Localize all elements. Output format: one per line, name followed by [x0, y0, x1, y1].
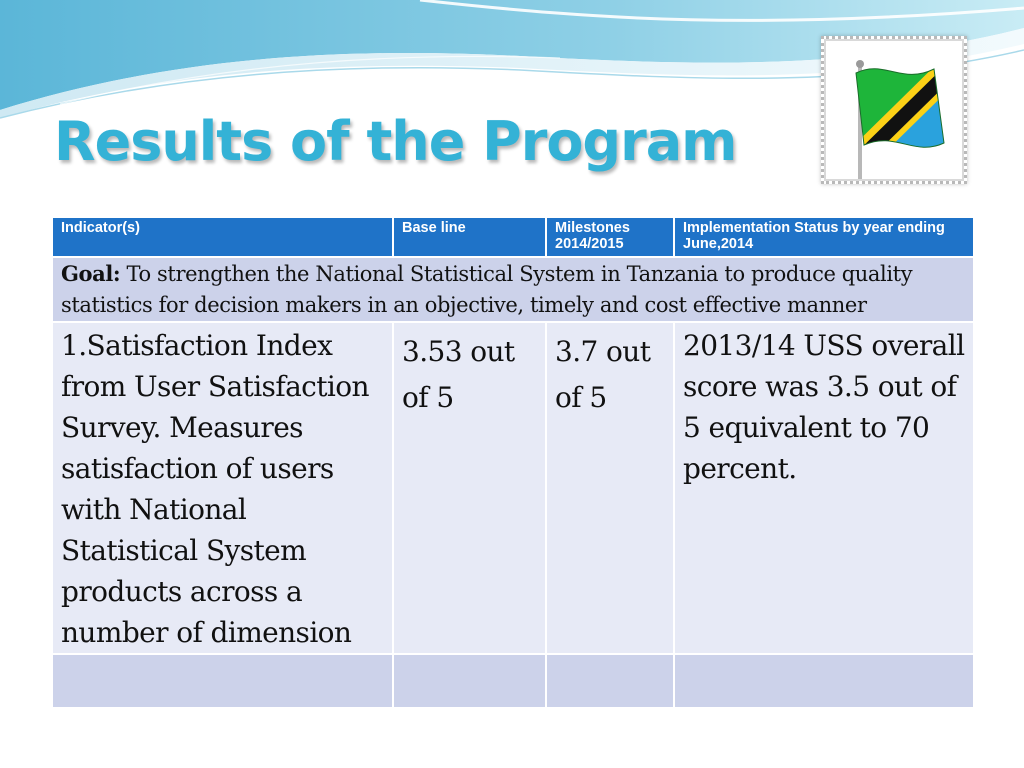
results-table	[51, 216, 975, 709]
indicator-cell: 1.Satisfaction Index from User Satisfaction Survey. Measures satisfaction of users with National Statistical System products across a number of dimension	[52, 322, 393, 654]
header-milestones: Milestones 2014/2015	[546, 217, 674, 257]
empty-cell	[546, 654, 674, 708]
goal-row	[52, 257, 974, 322]
header-baseline: Base line	[393, 217, 546, 257]
empty-cell	[393, 654, 546, 708]
baseline-cell: 3.53 out of 5	[393, 322, 546, 654]
status-cell: 2013/14 USS overall score was 3.5 out of 5 equivalent to 70 percent.	[674, 322, 974, 654]
empty-cell	[52, 654, 393, 708]
empty-cell	[674, 654, 974, 708]
table-row	[52, 322, 974, 654]
header-implementation-status: Implementation Status by year ending June,2014	[674, 217, 974, 257]
milestone-cell: 3.7 out of 5	[546, 322, 674, 654]
goal-cell	[52, 257, 974, 322]
tanzania-flag-icon	[821, 36, 967, 184]
slide-title: Results of the Program	[54, 110, 737, 173]
table-header-row	[52, 217, 974, 257]
goal-label: Goal:	[61, 261, 121, 286]
empty-table-row	[52, 654, 974, 708]
goal-text: To strengthen the National Statistical System in Tanzania to produce quality statistics for decision makers in an objective, timely and cost effective manner	[61, 262, 913, 317]
header-indicators: Indicator(s)	[52, 217, 393, 257]
